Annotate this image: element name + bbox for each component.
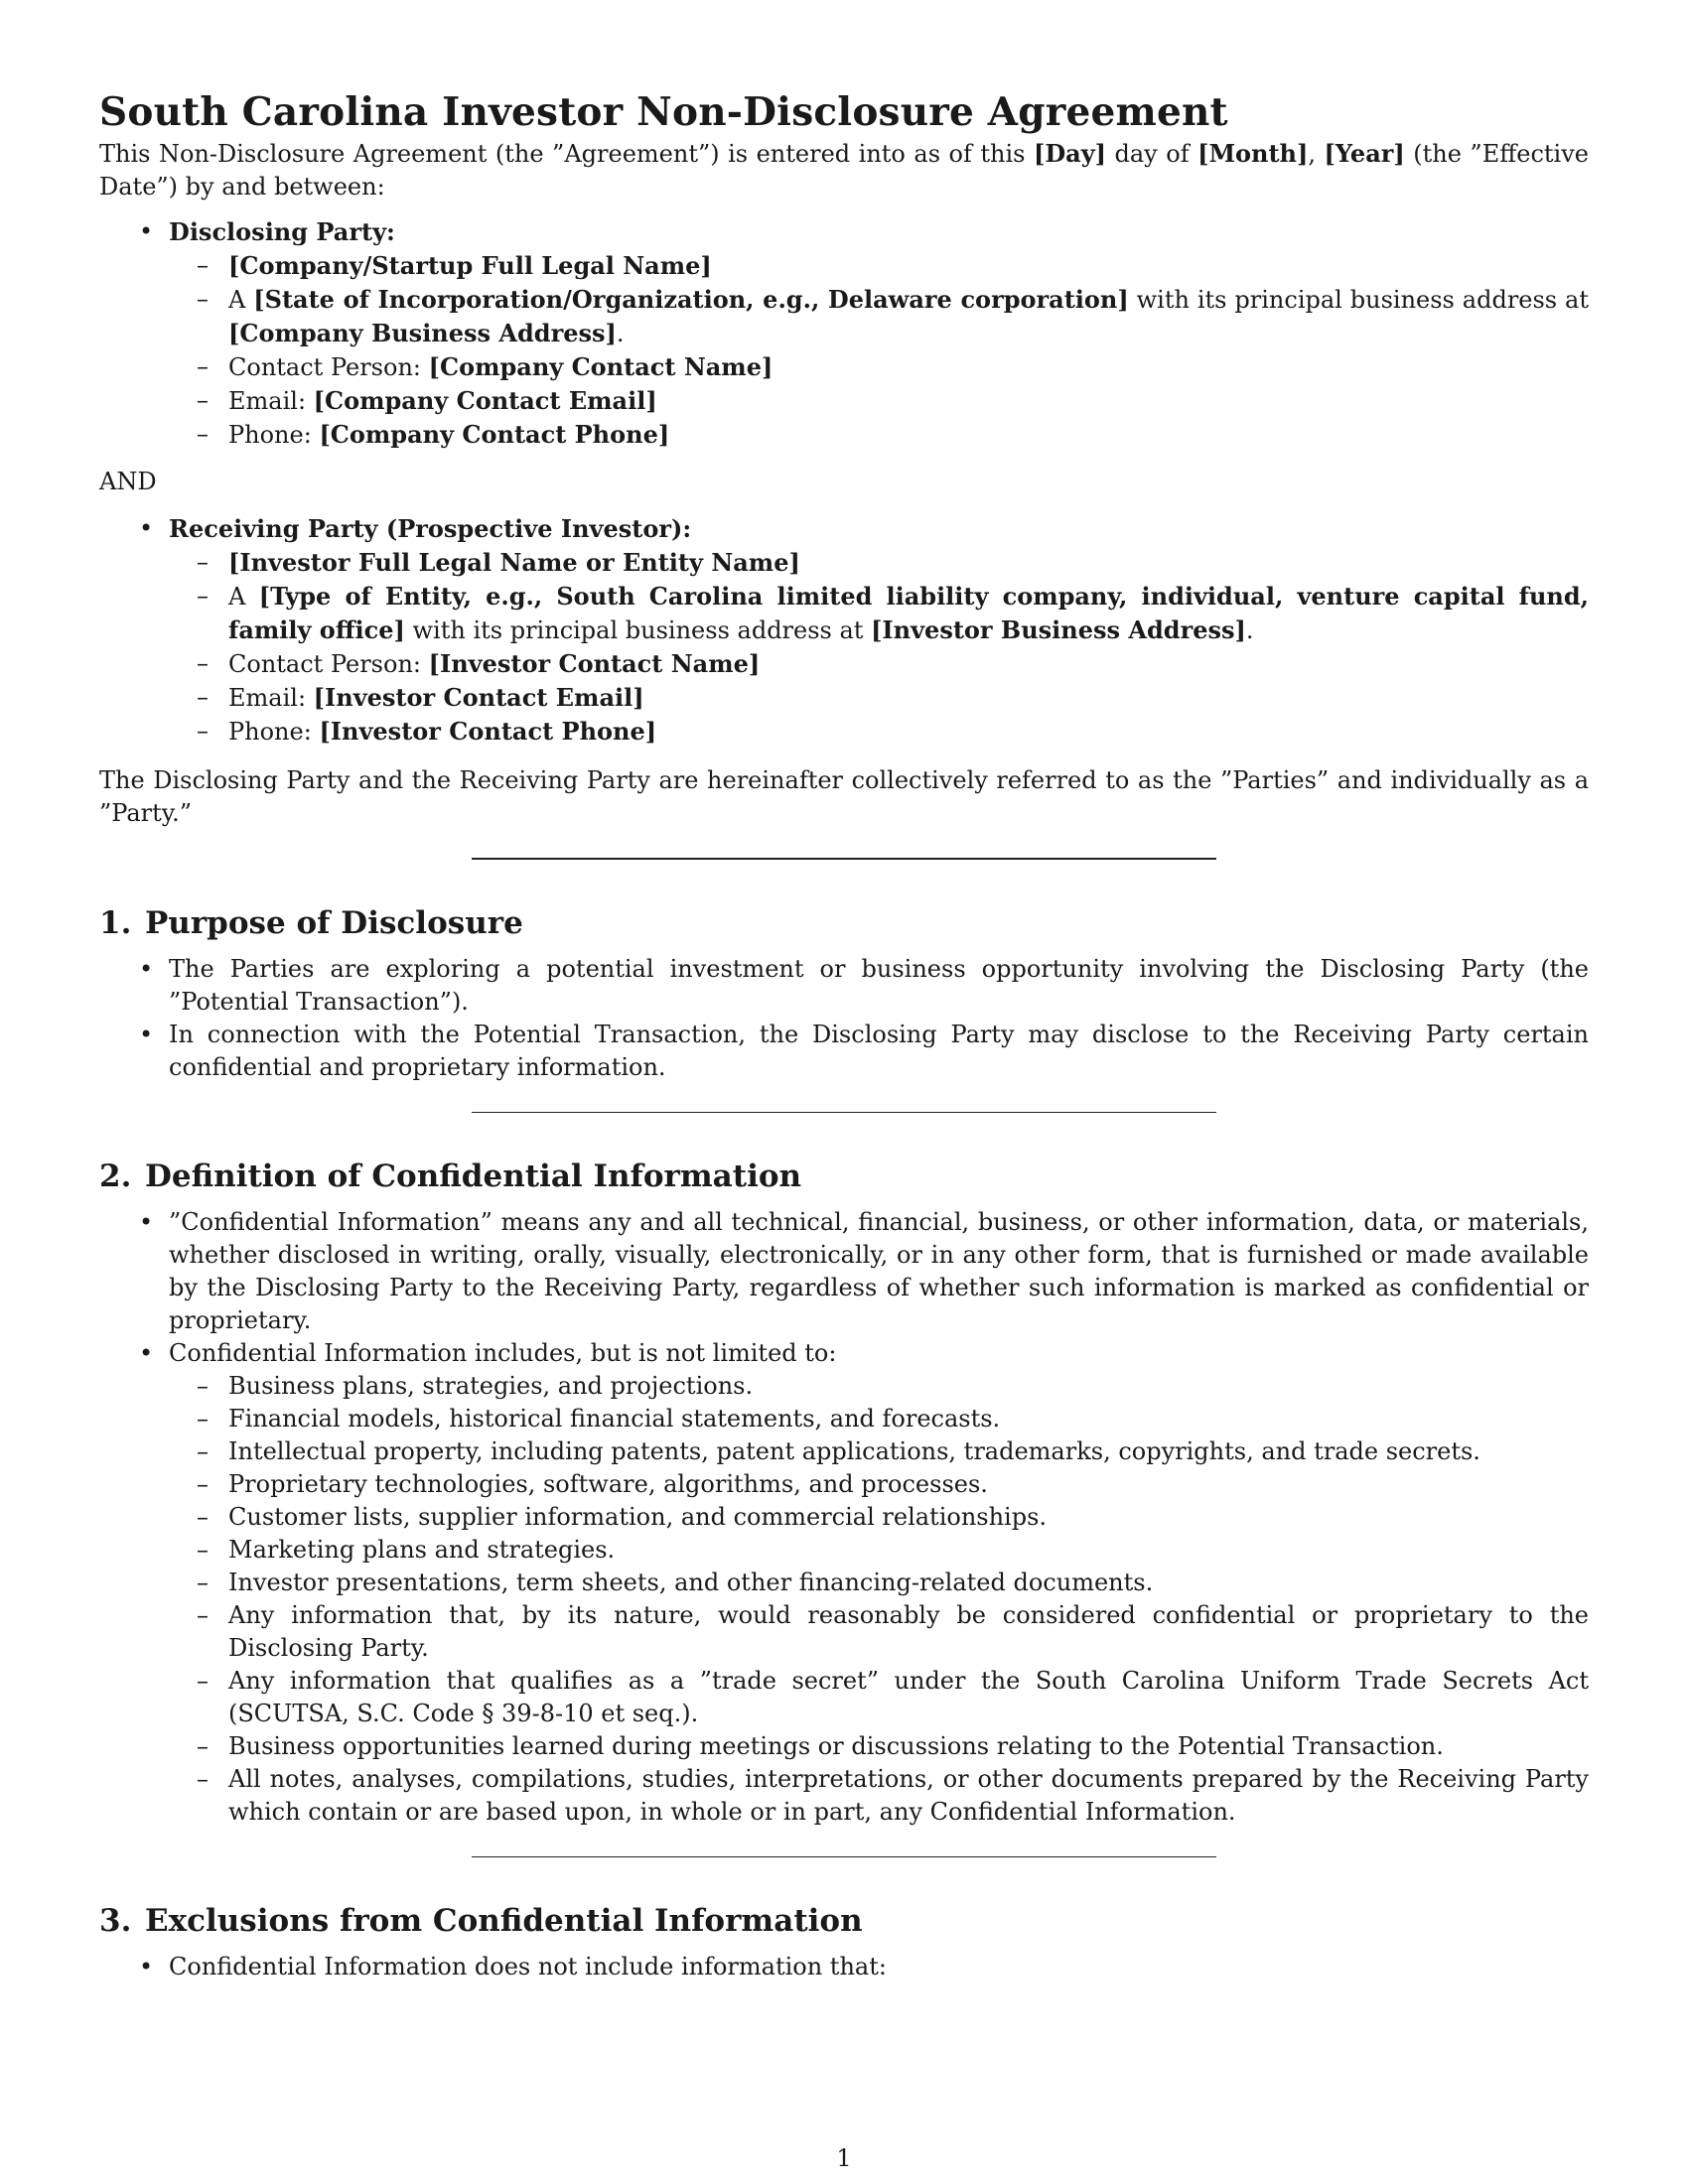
list-item: – Financial models, historical financial statements, and forecasts.	[167, 1403, 1589, 1435]
intro-text: day of	[1106, 140, 1198, 168]
list-item	[167, 350, 1589, 384]
company-name-placeholder: [Company/Startup Full Legal Name]	[228, 251, 712, 280]
company-contact-placeholder: [Company Contact Name]	[428, 352, 774, 381]
investor-name-placeholder: [Investor Full Legal Name or Entity Name]	[228, 548, 800, 577]
receiving-party-heading: Receiving Party (Prospective Investor):	[169, 514, 692, 543]
month-placeholder: [Month]	[1197, 139, 1309, 168]
text: .	[616, 320, 625, 347]
section-number: 3.	[99, 1903, 132, 1939]
receiving-party-list	[99, 512, 1589, 749]
section-title: Purpose of Disclosure	[145, 905, 523, 941]
label: Contact Person:	[228, 650, 429, 678]
section-title: Exclusions from Confidential Information	[145, 1903, 863, 1939]
section-number: 2.	[99, 1159, 132, 1194]
text: with its principal business address at	[1128, 286, 1589, 314]
list-item	[167, 647, 1589, 681]
list-item: – All notes, analyses, compilations, studies, interpretations, or other documents prepared by the Receiving Party which contain or are based upon, in whole or in part, any Confidential Information.	[167, 1763, 1589, 1829]
list-item	[167, 283, 1589, 350]
year-placeholder: [Year]	[1324, 139, 1405, 168]
day-placeholder: [Day]	[1033, 139, 1106, 168]
investor-email-placeholder: [Investor Contact Email]	[313, 683, 644, 712]
company-address-placeholder: [Company Business Address]	[228, 319, 617, 347]
parties-paragraph: The Disclosing Party and the Receiving Party are hereinafter collectively referred to as the ”Parties” and individually as a ”Party.”	[99, 766, 1589, 827]
section-3-list	[99, 1951, 1589, 1983]
section-divider	[472, 1112, 1216, 1113]
text: with its principal business address at	[404, 616, 872, 644]
list-item	[167, 418, 1589, 452]
list-item: – Business plans, strategies, and projections.	[167, 1370, 1589, 1403]
list-item: • Confidential Information does not include information that:	[99, 1951, 1589, 1983]
section-2-heading	[99, 1157, 1589, 1196]
intro-paragraph	[99, 137, 1589, 204]
investor-address-placeholder: [Investor Business Address]	[871, 615, 1246, 644]
list-item	[167, 546, 1589, 580]
list-item: – Proprietary technologies, software, algorithms, and processes.	[167, 1468, 1589, 1501]
list-item: – Business opportunities learned during meetings or discussions relating to the Potential Transaction.	[167, 1730, 1589, 1763]
document-title: South Carolina Investor Non-Disclosure Agreement	[99, 89, 1228, 135]
list-item	[99, 1337, 1589, 1829]
text: .	[1245, 616, 1254, 644]
receiving-party-item	[99, 512, 1589, 749]
section-2-list	[99, 1206, 1589, 1829]
section-3-heading	[99, 1901, 1589, 1941]
page-number: 1	[836, 2144, 852, 2172]
state-placeholder: [State of Incorporation/Organization, e.g., Delaware corporation]	[253, 285, 1129, 314]
section-divider	[472, 858, 1216, 860]
intro-text: This Non-Disclosure Agreement (the ”Agreement”) is entered into as of this	[99, 140, 1034, 168]
section-1-heading	[99, 903, 1589, 943]
section-number: 1.	[99, 905, 132, 941]
label: Email:	[228, 684, 314, 712]
and-separator: AND	[99, 468, 157, 495]
list-item	[167, 580, 1589, 647]
list-item	[167, 715, 1589, 749]
intro-text: (the ”Effective Date”) by and between:	[99, 140, 1589, 201]
label: Phone:	[228, 718, 320, 746]
company-email-placeholder: [Company Contact Email]	[313, 386, 657, 415]
list-item: • ”Confidential Information” means any and all technical, financial, business, or other information, data, or materials, whether disclosed in writing, orally, visually, electronically, or in any other form, that is furnished or made available by the Disclosing Party to the Receiving Party, regardless of whether such information is marked as confidential or proprietary.	[99, 1206, 1589, 1337]
investor-phone-placeholder: [Investor Contact Phone]	[319, 717, 657, 746]
document-page	[99, 87, 1589, 1983]
disclosing-party-details	[169, 249, 1589, 452]
section-divider	[472, 1856, 1216, 1857]
disclosing-party-item	[99, 215, 1589, 452]
list-item: – Customer lists, supplier information, and commercial relationships.	[167, 1501, 1589, 1534]
list-item	[167, 384, 1589, 418]
disclosing-party-list	[99, 215, 1589, 452]
text: A	[228, 583, 259, 611]
section-2-sublist	[169, 1370, 1589, 1829]
list-item: – Investor presentations, term sheets, and other financing-related documents.	[167, 1567, 1589, 1599]
text: A	[228, 286, 254, 314]
list-item: – Any information that, by its nature, would reasonably be considered confidential or proprietary to the Disclosing Party.	[167, 1599, 1589, 1665]
investor-contact-placeholder: [Investor Contact Name]	[428, 649, 761, 678]
entity-type-placeholder: [Type of Entity, e.g., South Carolina limited liability company, individual, venture capital fund, family office]	[228, 582, 1590, 644]
section-title: Definition of Confidential Information	[145, 1159, 802, 1194]
intro-text: ,	[1308, 140, 1325, 168]
list-item: • The Parties are exploring a potential investment or business opportunity involving the Disclosing Party (the ”Potential Transaction”).	[99, 953, 1589, 1019]
list-item: • In connection with the Potential Transaction, the Disclosing Party may disclose to the Receiving Party certain confidential and proprietary information.	[99, 1019, 1589, 1084]
list-item: – Any information that qualifies as a ”trade secret” under the South Carolina Uniform Trade Secrets Act (SCUTSA, S.C. Code § 39-8-10 et seq.).	[167, 1665, 1589, 1730]
disclosing-party-heading: Disclosing Party:	[169, 217, 395, 246]
list-item: – Intellectual property, including patents, patent applications, trademarks, copyrights, and trade secrets.	[167, 1435, 1589, 1468]
company-phone-placeholder: [Company Contact Phone]	[319, 420, 670, 449]
list-item: – Marketing plans and strategies.	[167, 1534, 1589, 1567]
list-item	[167, 249, 1589, 283]
section-1-list	[99, 953, 1589, 1084]
list-item-text: Confidential Information includes, but is not limited to:	[169, 1339, 837, 1367]
label: Phone:	[228, 421, 320, 449]
list-item	[167, 681, 1589, 715]
receiving-party-details	[169, 546, 1589, 749]
label: Contact Person:	[228, 353, 429, 381]
label: Email:	[228, 387, 314, 415]
